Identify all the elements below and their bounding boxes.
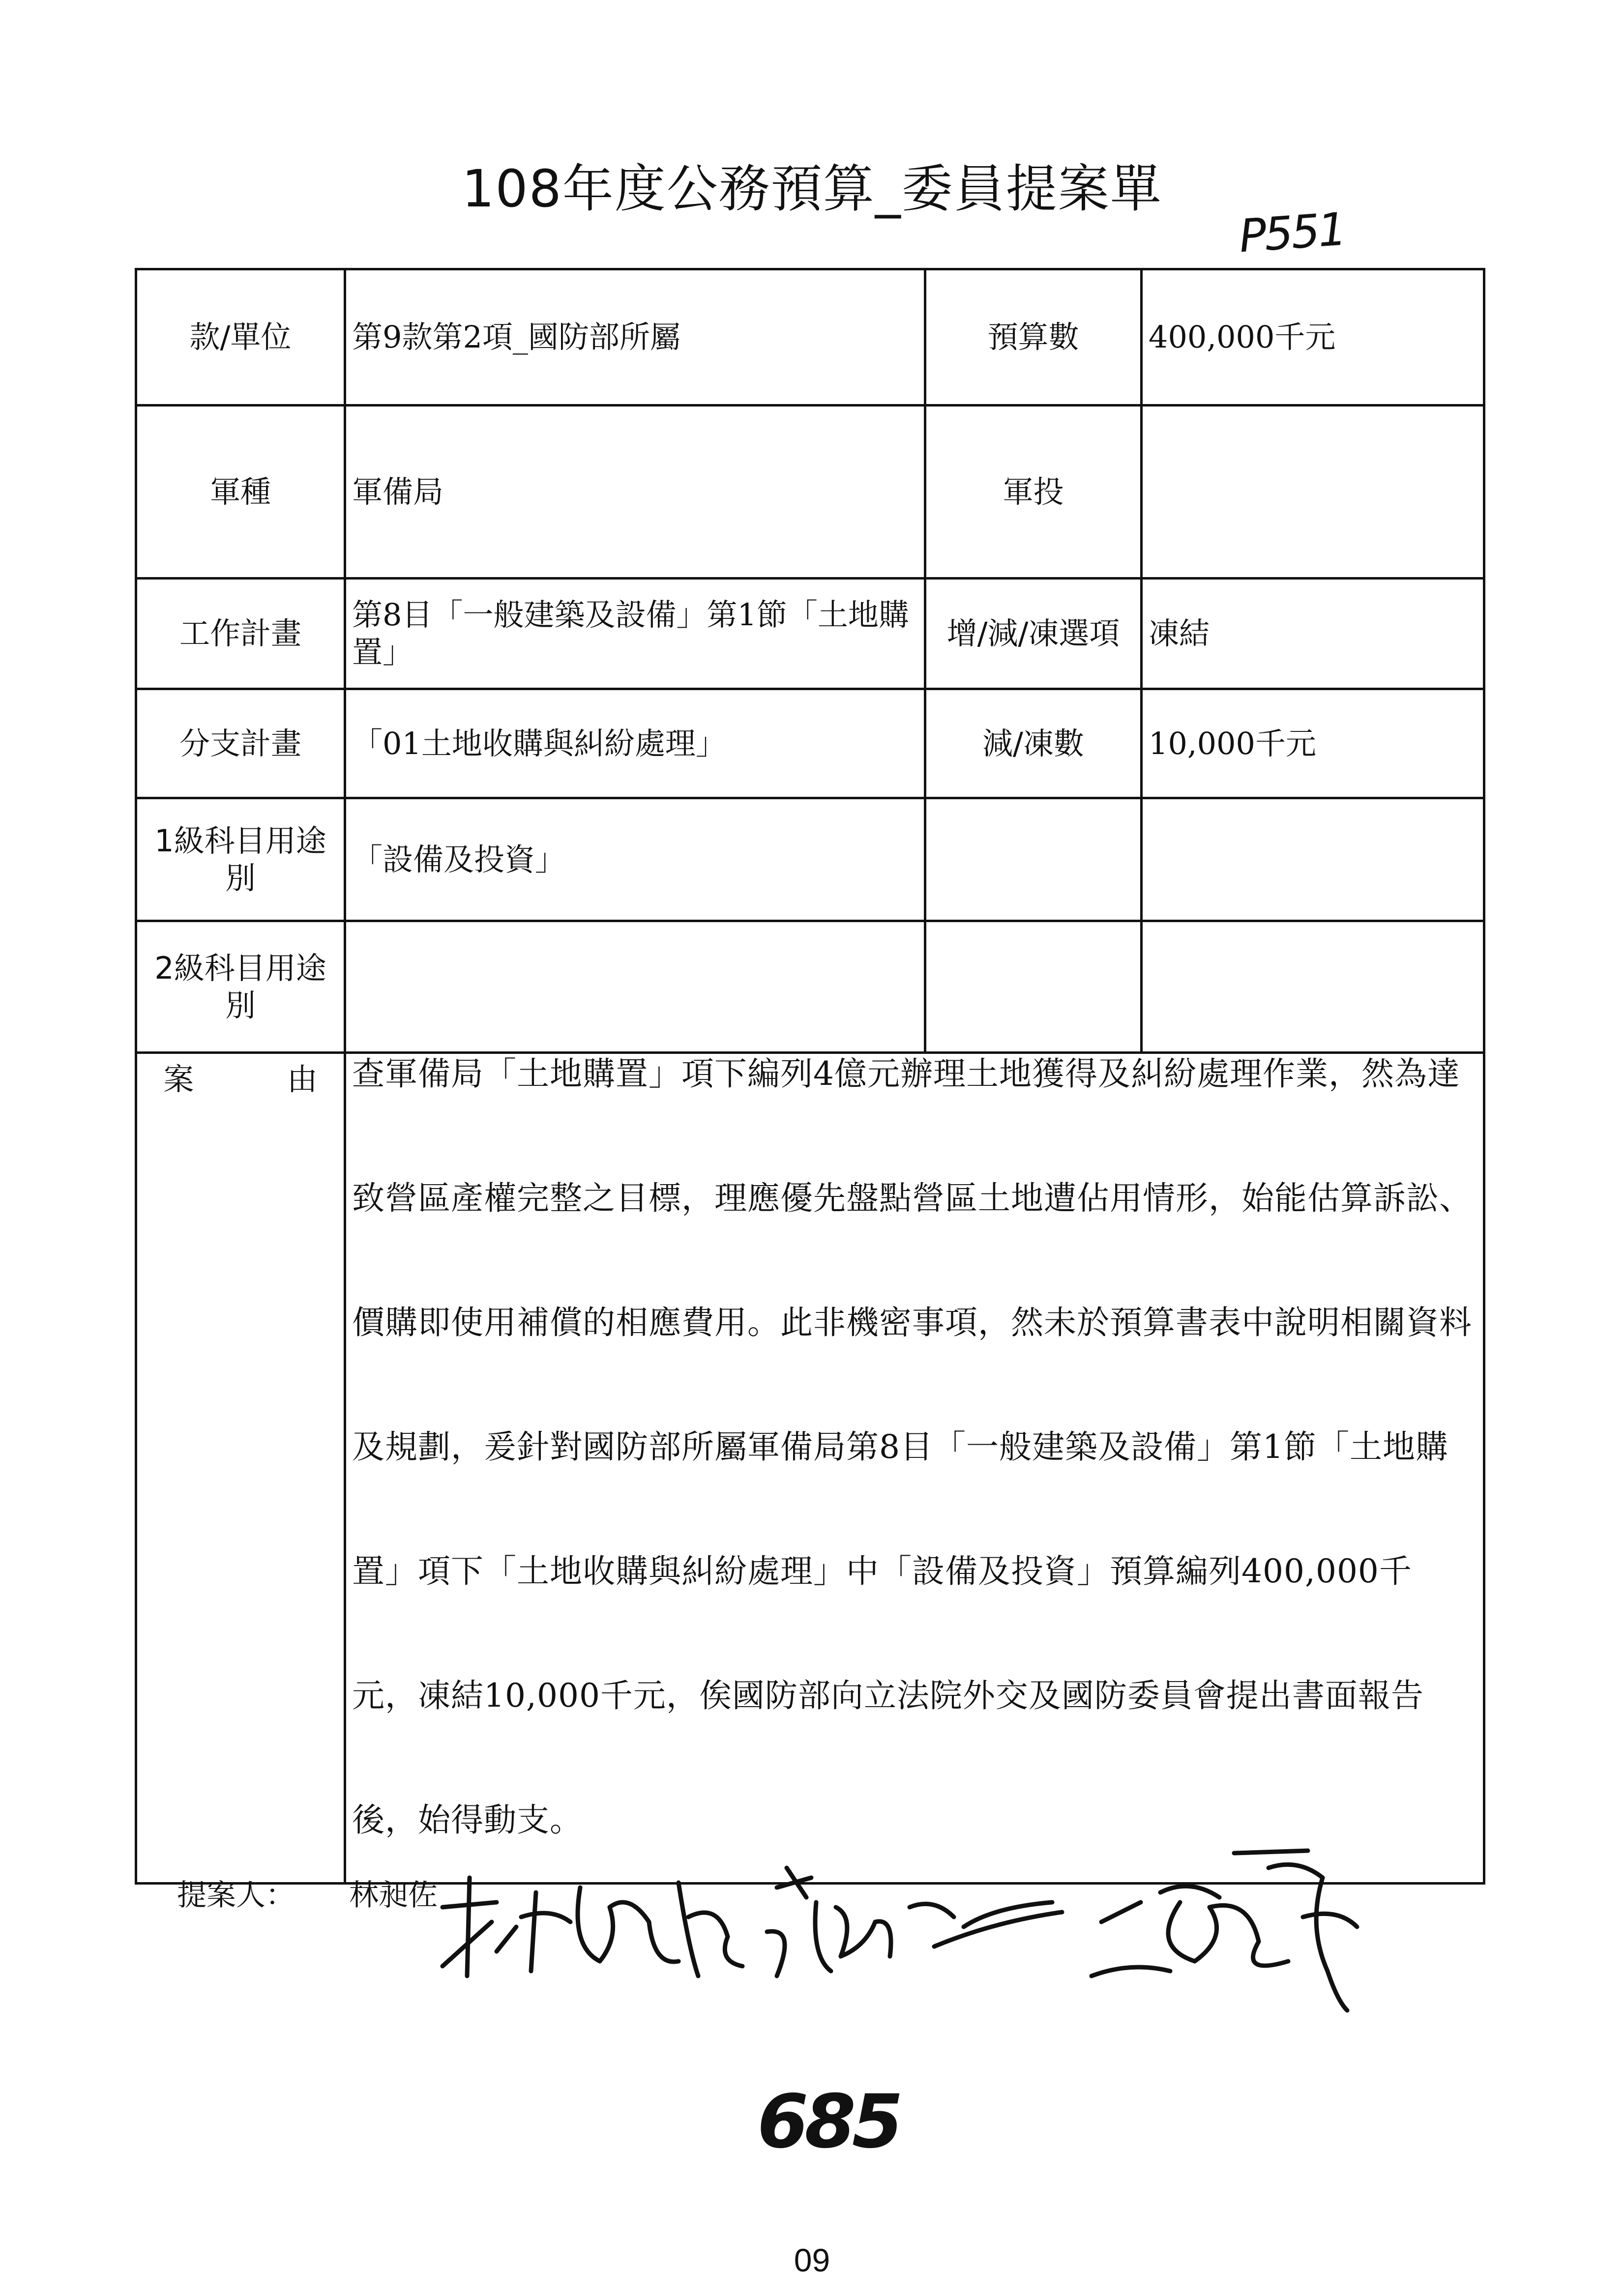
label-service: 軍種	[136, 406, 345, 579]
form-row-work-plan	[136, 579, 1484, 689]
proposal-form-table	[135, 268, 1485, 1885]
label-level1-subject: 1級科目用途別	[136, 798, 345, 921]
form-row-level1	[136, 798, 1484, 921]
label-reason-b: 由	[287, 1061, 318, 1097]
signature-1	[443, 1878, 742, 1976]
handwritten-signatures	[423, 1848, 1446, 2015]
proposer-name: 林昶佐	[349, 1878, 438, 1913]
label-budget: 預算數	[925, 269, 1142, 406]
form-row-level2	[136, 921, 1484, 1053]
reason-text: 查軍備局「土地購置」項下編列4億元辦理土地獲得及糾紛處理作業，然為達致營區產權完整之目標，理應優先盤點營區土地遭佔用情形，始能估算訴訟、價購即使用補償的相應費用。此非機密事項，然未於預算書表中說明相關資料及規劃，爰針對國防部所屬軍備局第8目「一般建築及設備」第1節「土地購置」項下「土地收購與糾紛處理」中「設備及投資」預算編列400,000千元，凍結10,000千元，俟國防部向立法院外交及國防委員會提出書面報告後，始得動支。	[352, 1055, 1472, 1839]
blank-cell	[925, 921, 1142, 1053]
blank-cell	[1142, 798, 1484, 921]
blank-cell	[925, 798, 1142, 921]
value-action-option: 凍結	[1142, 579, 1484, 689]
value-service: 軍備局	[345, 406, 925, 579]
signature-3	[1092, 1851, 1357, 2010]
value-unit: 第9款第2項_國防部所屬	[345, 269, 925, 406]
value-category	[1142, 406, 1484, 579]
value-reduce-amount: 10,000千元	[1142, 689, 1484, 798]
value-sub-plan: 「01土地收購與糾紛處理」	[345, 689, 925, 798]
form-row-service	[136, 406, 1484, 579]
label-reason-a: 案	[163, 1061, 194, 1097]
label-action-option: 增/減/凍選項	[925, 579, 1142, 689]
signature-2	[767, 1868, 1062, 1976]
blank-cell	[1142, 921, 1484, 1053]
value-work-plan: 第8目「一般建築及設備」第1節「土地購置」	[345, 579, 925, 689]
proposer-label: 提案人：	[177, 1878, 295, 1913]
label-level2-subject: 2級科目用途別	[136, 921, 345, 1053]
handwritten-reference: P551	[1237, 203, 1347, 263]
document-title: 108年度公務預算_委員提案單	[462, 159, 1162, 219]
page-number: 09	[794, 2242, 830, 2278]
label-reduce-amount: 減/凍數	[925, 689, 1142, 798]
value-budget: 400,000千元	[1142, 269, 1484, 406]
label-work-plan: 工作計畫	[136, 579, 345, 689]
label-unit: 款/單位	[136, 269, 345, 406]
label-category: 軍投	[925, 406, 1142, 579]
form-row-reason	[136, 1053, 1484, 1884]
reason-body	[345, 1053, 1484, 1884]
label-sub-plan: 分支計畫	[136, 689, 345, 798]
handwritten-page-number: 685	[757, 2079, 900, 2165]
form-row-sub-plan	[136, 689, 1484, 798]
label-reason	[136, 1053, 345, 1884]
value-level2-subject	[345, 921, 925, 1053]
form-row-unit	[136, 269, 1484, 406]
value-level1-subject: 「設備及投資」	[345, 798, 925, 921]
